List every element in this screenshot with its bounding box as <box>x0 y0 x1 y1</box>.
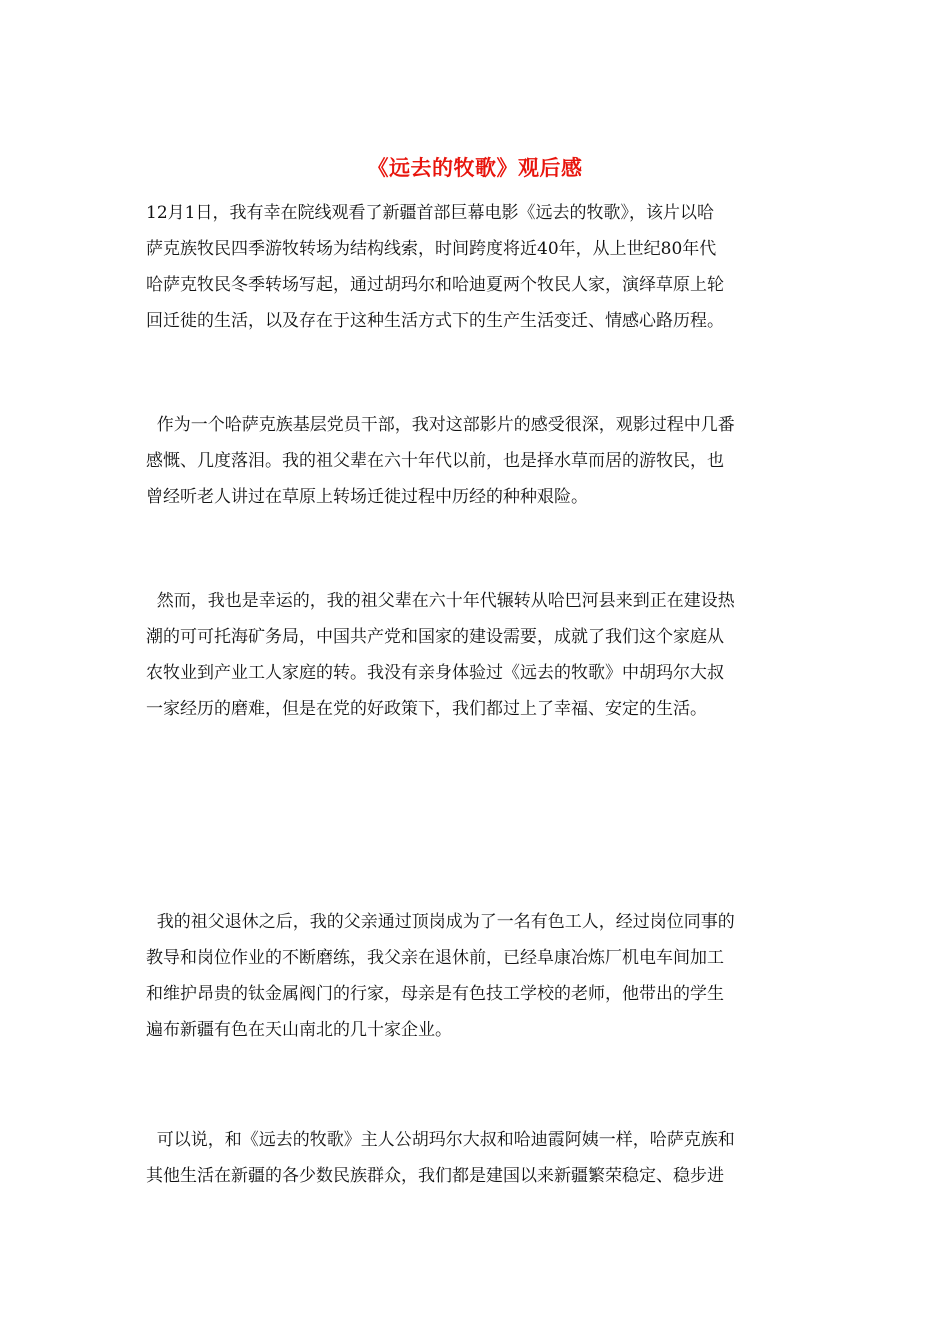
document-title: 《远去的牧歌》观后感 <box>367 155 583 180</box>
paragraph-line: 然而，我也是幸运的，我的祖父辈在六十年代辗转从哈巴河县来到正在建设热 <box>146 591 735 611</box>
paragraph-line: 萨克族牧民四季游牧转场为结构线索，时间跨度将近40年，从上世纪80年代 <box>146 239 717 259</box>
paragraph-line: 回迁徙的生活，以及存在于这种生活方式下的生产生活变迁、情感心路历程。 <box>146 311 724 331</box>
paragraph-line: 和维护昂贵的钛金属阀门的行家，母亲是有色技工学校的老师，他带出的学生 <box>146 984 724 1004</box>
paragraph-line: 遍布新疆有色在天山南北的几十家企业。 <box>146 1020 452 1040</box>
paragraph-4 <box>146 904 806 1048</box>
paragraph-5 <box>146 1122 806 1194</box>
paragraph-line: 农牧业到产业工人家庭的转。我没有亲身体验过《远去的牧歌》中胡玛尔大叔 <box>146 663 724 683</box>
paragraph-line: 作为一个哈萨克族基层党员干部，我对这部影片的感受很深，观影过程中几番 <box>146 415 735 435</box>
paragraph-line: 其他生活在新疆的各少数民族群众，我们都是建国以来新疆繁荣稳定、稳步进 <box>146 1166 724 1186</box>
paragraph-line: 一家经历的磨难，但是在党的好政策下，我们都过上了幸福、安定的生活。 <box>146 699 707 719</box>
paragraph-3 <box>146 583 806 727</box>
paragraph-line: 感慨、几度落泪。我的祖父辈在六十年代以前，也是择水草而居的游牧民，也 <box>146 451 724 471</box>
paragraph-line: 哈萨克牧民冬季转场写起，通过胡玛尔和哈迪夏两个牧民人家，演绎草原上轮 <box>146 275 724 295</box>
paragraph-line: 我的祖父退休之后，我的父亲通过顶岗成为了一名有色工人，经过岗位同事的 <box>146 912 735 932</box>
paragraph-2 <box>146 407 806 515</box>
paragraph-line: 可以说，和《远去的牧歌》主人公胡玛尔大叔和哈迪霞阿姨一样，哈萨克族和 <box>146 1130 735 1150</box>
paragraph-line: 曾经听老人讲过在草原上转场迁徙过程中历经的种种艰险。 <box>146 487 588 507</box>
paragraph-line: 教导和岗位作业的不断磨练，我父亲在退休前，已经阜康冶炼厂机电车间加工 <box>146 948 724 968</box>
paragraph-line: 潮的可可托海矿务局，中国共产党和国家的建设需要，成就了我们这个家庭从 <box>146 627 724 647</box>
paragraph-line: 12月1日，我有幸在院线观看了新疆首部巨幕电影《远去的牧歌》，该片以哈 <box>146 203 714 223</box>
paragraph-1 <box>146 195 806 339</box>
